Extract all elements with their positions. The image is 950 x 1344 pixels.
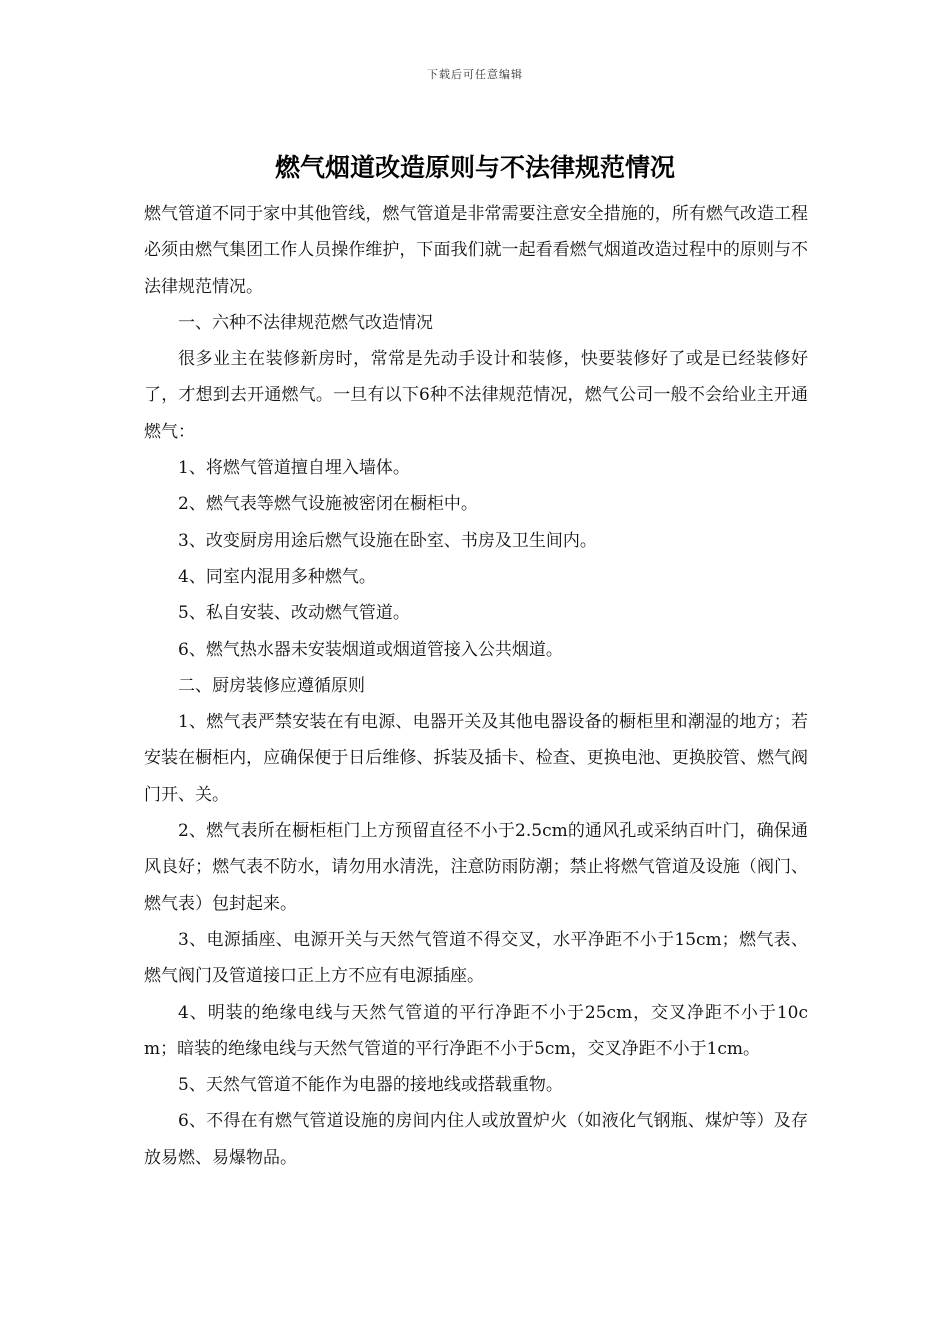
list-item: 6、不得在有燃气管道设施的房间内住人或放置炉火（如液化气钢瓶、煤炉等）及存放易燃、易爆物品。 (144, 1111, 808, 1168)
section-heading: 二、厨房装修应遵循原则 (178, 675, 365, 696)
section-lead-paragraph: 很多业主在装修新房时，常常是先动手设计和装修，快要装修好了或是已经装修好了，才想到去开通燃气。一旦有以下6种不法律规范情况，燃气公司一般不会给业主开通燃气： (144, 349, 808, 442)
list-item: 5、私自安装、改动燃气管道。 (178, 603, 410, 624)
header-note: 下载后可任意编辑 (427, 68, 523, 81)
list-item: 2、燃气表所在橱柜柜门上方预留直径不小于2.5cm的通风孔或采纳百叶门，确保通风良好；燃气表不防水，请勿用水清洗，注意防雨防潮；禁止将燃气管道及设施（阀门、燃气表）包封起来。 (144, 821, 808, 914)
intro-paragraph: 燃气管道不同于家中其他管线，燃气管道是非常需要注意安全措施的，所有燃气改造工程必须由燃气集团工作人员操作维护，下面我们就一起看看燃气烟道改造过程中的原则与不法律规范情况。 (144, 204, 808, 297)
list-item: 6、燃气热水器未安装烟道或烟道管接入公共烟道。 (178, 639, 563, 660)
list-item: 5、天然气管道不能作为电器的接地线或搭载重物。 (178, 1075, 563, 1096)
document-body (144, 196, 808, 1176)
list-item: 3、改变厨房用途后燃气设施在卧室、书房及卫生间内。 (178, 530, 597, 551)
list-item: 4、明装的绝缘电线与天然气管道的平行净距不小于25cm，交叉净距不小于10cm；暗装的绝缘电线与天然气管道的平行净距不小于5cm，交叉净距不小于1cm。 (144, 1002, 808, 1059)
list-item: 1、燃气表严禁安装在有电源、电器开关及其他电器设备的橱柜里和潮湿的地方；若安装在橱柜内，应确保便于日后维修、拆装及插卡、检查、更换电池、更换胶管、燃气阀门开、关。 (144, 712, 808, 805)
list-item: 2、燃气表等燃气设施被密闭在橱柜中。 (178, 494, 478, 515)
list-item: 1、将燃气管道擅自埋入墙体。 (178, 458, 410, 479)
section-heading: 一、六种不法律规范燃气改造情况 (178, 312, 433, 333)
list-item: 4、同室内混用多种燃气。 (178, 566, 376, 587)
list-item: 3、电源插座、电源开关与天然气管道不得交叉，水平净距不小于15cm；燃气表、燃气阀门及管道接口正上方不应有电源插座。 (144, 929, 808, 987)
document-title: 燃气烟道改造原则与不法律规范情况 (274, 153, 675, 182)
